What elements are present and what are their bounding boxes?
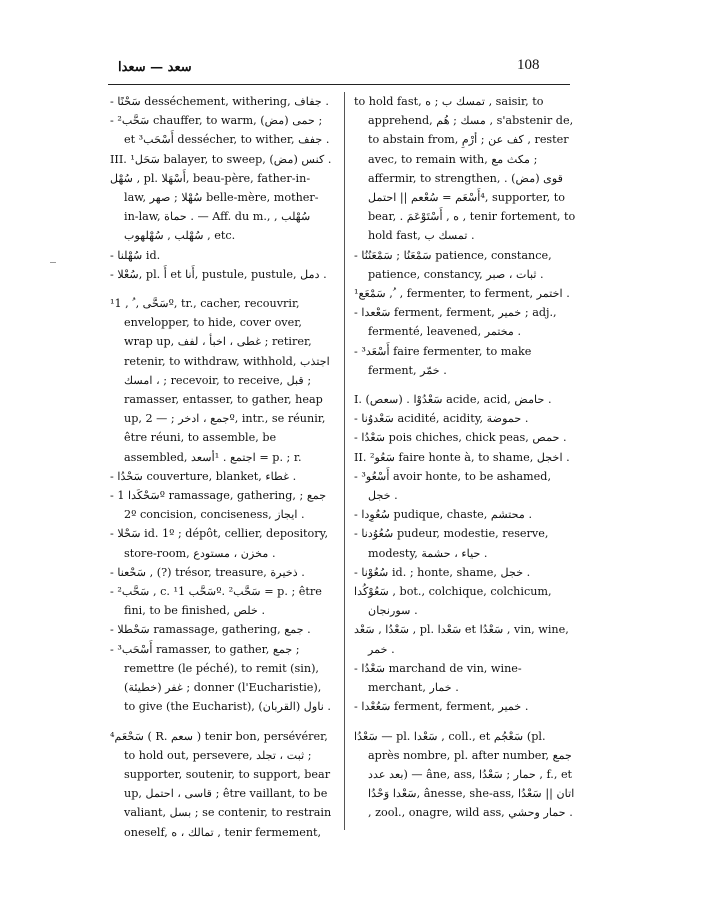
entry: - سُعْلا, pl. أَ et أَنا, pustule, pustule, دمل . — [110, 267, 327, 281]
entry: to hold fast, تمسك ب ; ه , saisir, to apprehend, مسك ; هُم , s'abstenir de, to abstain from, كف عن ; أرْمِ , rester avec, to remain with, مكث مع ; affermir, to strengthen, قوى (مض) . ⁴أَسْعَم = سُعْعم || احتمل, supporter, to bear, . ه , أَسْتَوْعَمَ , tenir fortement, to hold fast, تمسك ب . — [354, 95, 576, 243]
entry: - ³أَسْحَب ramasser, to gather, جمع ; remettre (le péché), to remit (sin), غفر (خطيئة) ; donner (l'Eucharistie), to give (the Eucharist), ناول (القربان) . — [110, 642, 331, 714]
entry: - سَحْعنا , (?) trésor, treasure, ذخيرة . — [110, 565, 305, 579]
entry: - سَعْدُا pois chiches, chick peas, حمص . — [354, 431, 567, 445]
left-column — [110, 92, 332, 842]
entry: - سُهْلنا id. — [110, 248, 161, 262]
column-divider — [344, 92, 345, 830]
right-column — [354, 92, 576, 823]
entry: سَعْدُا , سَعْد , pl. سَعْدا et سَعْدُا , vin, wine, خمر . — [354, 623, 569, 656]
entry: سَعُوْكُدا , bot., colchique, colchicum, سورنجان . — [354, 585, 552, 618]
entry: - سَعْدُا marchand de vin, wine-merchant, خمار . — [354, 661, 522, 695]
entry: - سَعْدوُنا acidité, acidity, حموضة . — [354, 412, 529, 426]
spacer — [110, 717, 332, 727]
entry: سَعْدُا — pl. سَعْدا , coll., et سَعْجُم (pl. après nombre, pl. after number, جمع بعد عدد) — âne, ass, حمار ; سَعْدُا , f., et سَعْدا وَحْدُا, ânesse, she-ass, اتان || سَعْدُا , zool., onagre, wild ass, حمار وحشي . — [354, 729, 575, 820]
entry: سُهْل , pl. أَسْهَلا, beau-père, father-in-law, سُهْلا ; صهر belle-mère, mother-in-law, حماة . — Aff. du m., سُهْلب , سُهْلب , سُهْلهوب , etc. — [110, 171, 319, 243]
entry: I. (سعص) . سَعْدُوْا acide, acid, حامض . — [354, 393, 552, 407]
entry: - سُعُوُدنا pudeur, modestie, reserve, modesty, حياء ، حشمة . — [354, 527, 549, 560]
header-rule — [108, 84, 570, 85]
entry: - ³أَسْعَد faire fermenter, to make ferment, خمّر . — [354, 344, 532, 377]
entry: - سُعُوْنا id. ; honte, shame, خجل . — [354, 565, 531, 579]
entry: II. ²سَعُو faire honte à, to shame, اخجل . — [354, 450, 570, 464]
entry: ¹سَمْعَع , ُ , fermenter, to ferment, اختمر . — [354, 287, 570, 301]
entry: - سَمْعَنُا ; سَمْعَنُنُا patience, constance, patience, constancy, ثبات ، صبر . — [354, 248, 552, 281]
running-head: سعد — سعدا — [118, 60, 192, 75]
entry: - سَحْدُا couverture, blanket, غطاء . — [110, 469, 297, 483]
margin-mark — [50, 262, 56, 263]
entry: - ²سَحَّب , c. ¹سَحَّب 1º. ²سَحَّب = p. ; être fini, to be finished, خلص . — [110, 585, 322, 618]
spacer — [354, 380, 576, 390]
entry: ¹سَحَّى , ُ , 1º, tr., cacher, recouvrir, envelopper, to hide, cover over, wrap up, غطى ، اخبأ ، لفف ; retirer, retenir, to withdraw, withhold, اجتذب ، امسك ; recevoir, to receive, قبل ; ramasser, entasser, to gather, heap up, جمع ، ادخر ; — 2º, intr., se réunir, être réuni, to assemble, be assembled, اجتمع . ¹أسعد = p. ; r. — [110, 297, 330, 464]
entry: - سَحْكَدا 1º ramassage, gathering, جمع ; 2º concision, conciseness, ايجاز . — [110, 489, 327, 522]
spacer — [110, 284, 332, 294]
entry: - سَعْعدا ferment, ferment, خمير ; adj., fermenté, leavened, مختمر . — [354, 306, 557, 339]
page-number: 108 — [517, 57, 540, 73]
entry: - سَحْلا id. 1º ; dépôt, cellier, depository, store-room, مخزن ، مستودع . — [110, 527, 329, 560]
entry: III. ¹سَحَل balayer, to sweep, (مض) كنس . — [110, 152, 332, 166]
entry: - سَعُعْدا ferment, ferment, خمير . — [354, 700, 529, 714]
entry: - سُعُوِدا pudique, chaste, محتشم . — [354, 508, 533, 522]
entry: - سَحْطلا ramassage, gathering, جمع . — [110, 623, 311, 637]
entry: - سَحْنًا desséchement, withering, جفاف . — [110, 95, 329, 108]
entry: ⁴سَحْعَم ( R. سعم ) tenir bon, persévérer, to hold out, persevere, ثبت ، تجلد ; supporter, soutenir, to support, bear up, قاسى ، احتمل ; être vaillant, to be valiant, بسل ; se contenir, to restrain oneself, تمالك ، ه , tenir fermement, — [110, 729, 332, 839]
entry: - ³أَسْعُو avoir honte, to be ashamed, خجل . — [354, 469, 551, 503]
entry: - ²سَحَّب chauffer, to warm, (مض) حمى ; et ³أَسْحَب dessécher, to wither, جفف . — [110, 114, 330, 147]
spacer — [354, 717, 576, 727]
